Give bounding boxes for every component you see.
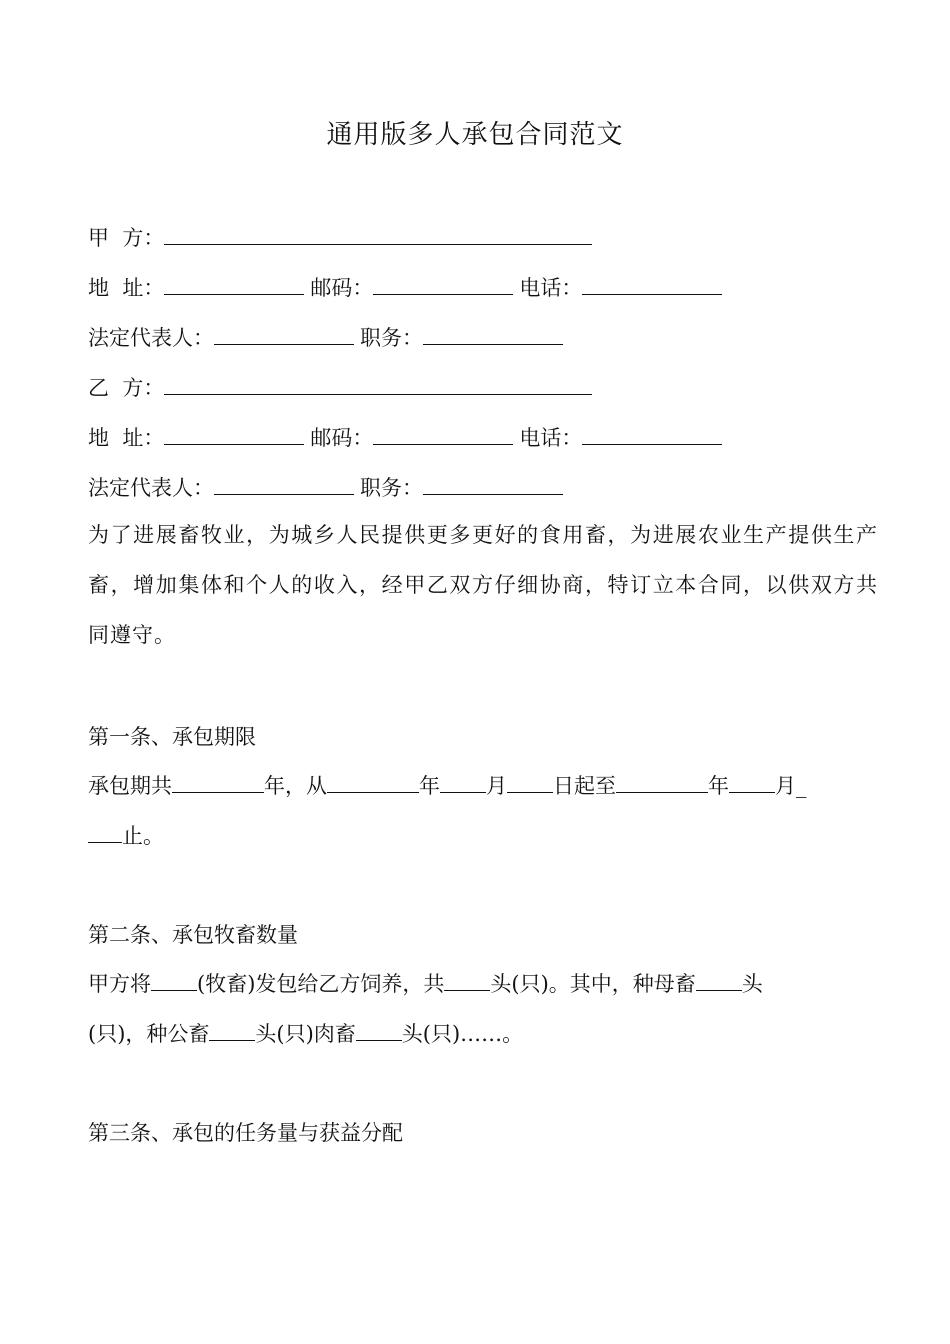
article2-heading: 第二条、承包牧畜数量 bbox=[88, 923, 298, 947]
party-b-rep-blank[interactable] bbox=[214, 472, 354, 495]
article1-text-8: 止。 bbox=[122, 824, 164, 848]
party-a-phone-blank[interactable] bbox=[582, 272, 722, 295]
end-month-blank[interactable] bbox=[729, 770, 775, 793]
article2-text-1: 甲方将 bbox=[88, 972, 151, 996]
article1-heading: 第一条、承包期限 bbox=[88, 725, 256, 749]
end-year-blank[interactable] bbox=[616, 770, 708, 793]
start-month-blank[interactable] bbox=[440, 770, 486, 793]
party-b-position-blank[interactable] bbox=[423, 472, 563, 495]
party-b-rep-label: 法定代表人： bbox=[88, 476, 214, 500]
party-b-postcode-label: 邮码： bbox=[310, 426, 374, 450]
article1-text-5: 日起至 bbox=[553, 774, 616, 798]
document-title: 通用版多人承包合同范文 bbox=[326, 120, 624, 150]
livestock-type-blank[interactable] bbox=[151, 968, 197, 991]
party-b-phone-label: 电话： bbox=[519, 426, 583, 450]
party-a-address-label: 地 址： bbox=[88, 276, 165, 300]
party-a-address-blank[interactable] bbox=[164, 272, 304, 295]
party-b-postcode-blank[interactable] bbox=[373, 422, 513, 445]
start-year-blank[interactable] bbox=[327, 770, 419, 793]
breeding-male-blank[interactable] bbox=[209, 1018, 255, 1041]
meat-animal-blank[interactable] bbox=[356, 1018, 402, 1041]
article1-text-4: 月 bbox=[486, 774, 507, 798]
party-a-rep-line bbox=[88, 322, 563, 353]
article2-line1 bbox=[88, 968, 763, 999]
party-b-address-blank[interactable] bbox=[164, 422, 304, 445]
party-b-position-label: 职务： bbox=[360, 476, 423, 500]
party-a-name-blank[interactable] bbox=[164, 222, 592, 245]
preamble-paragraph: 为了进展畜牧业，为城乡人民提供更多更好的食用畜，为进展农业生产提供生产畜，增加集体和个人的收入，经甲乙双方仔细协商，特订立本合同，以供双方共同遵守。 bbox=[88, 523, 878, 647]
article1-text-6: 年 bbox=[708, 774, 729, 798]
article2-text-7: 头(只)……。 bbox=[401, 1022, 524, 1046]
party-a-name-label: 甲 方： bbox=[88, 226, 165, 250]
party-b-rep-line bbox=[88, 472, 563, 503]
party-a-position-label: 职务： bbox=[360, 326, 423, 350]
party-b-address-label: 地 址： bbox=[88, 426, 165, 450]
article1-text-7: 月_ bbox=[775, 774, 807, 798]
party-a-rep-blank[interactable] bbox=[214, 322, 354, 345]
party-b-phone-blank[interactable] bbox=[582, 422, 722, 445]
article1-text-3: 年 bbox=[419, 774, 440, 798]
breeding-female-blank[interactable] bbox=[696, 968, 742, 991]
article2-text-2: (牧畜)发包给乙方饲养，共 bbox=[197, 972, 445, 996]
start-day-blank[interactable] bbox=[507, 770, 553, 793]
article1-text-1: 承包期共 bbox=[88, 774, 172, 798]
end-day-blank[interactable] bbox=[88, 820, 122, 843]
article3-heading: 第三条、承包的任务量与获益分配 bbox=[88, 1121, 403, 1145]
article1-line2 bbox=[88, 820, 164, 851]
article2-text-6: 头(只)肉畜 bbox=[255, 1022, 356, 1046]
party-b-address-line bbox=[88, 422, 722, 453]
party-a-phone-label: 电话： bbox=[519, 276, 583, 300]
article2-text-4: 头 bbox=[741, 972, 763, 996]
article2-text-3: 头(只)。其中，种母畜 bbox=[490, 972, 696, 996]
article2-line2 bbox=[88, 1018, 523, 1049]
party-a-postcode-label: 邮码： bbox=[310, 276, 374, 300]
total-head-blank[interactable] bbox=[444, 968, 490, 991]
article2-text-5: (只)，种公畜 bbox=[88, 1022, 210, 1046]
party-a-name-line bbox=[88, 222, 592, 253]
party-a-rep-label: 法定代表人： bbox=[88, 326, 214, 350]
party-b-name-label: 乙 方： bbox=[88, 376, 165, 400]
party-b-name-blank[interactable] bbox=[164, 372, 592, 395]
party-a-postcode-blank[interactable] bbox=[373, 272, 513, 295]
article1-line1 bbox=[88, 770, 807, 801]
term-years-blank[interactable] bbox=[172, 770, 264, 793]
party-a-position-blank[interactable] bbox=[423, 322, 563, 345]
article1-text-2: 年，从 bbox=[264, 774, 327, 798]
party-b-name-line bbox=[88, 372, 592, 403]
party-a-address-line bbox=[88, 272, 722, 303]
